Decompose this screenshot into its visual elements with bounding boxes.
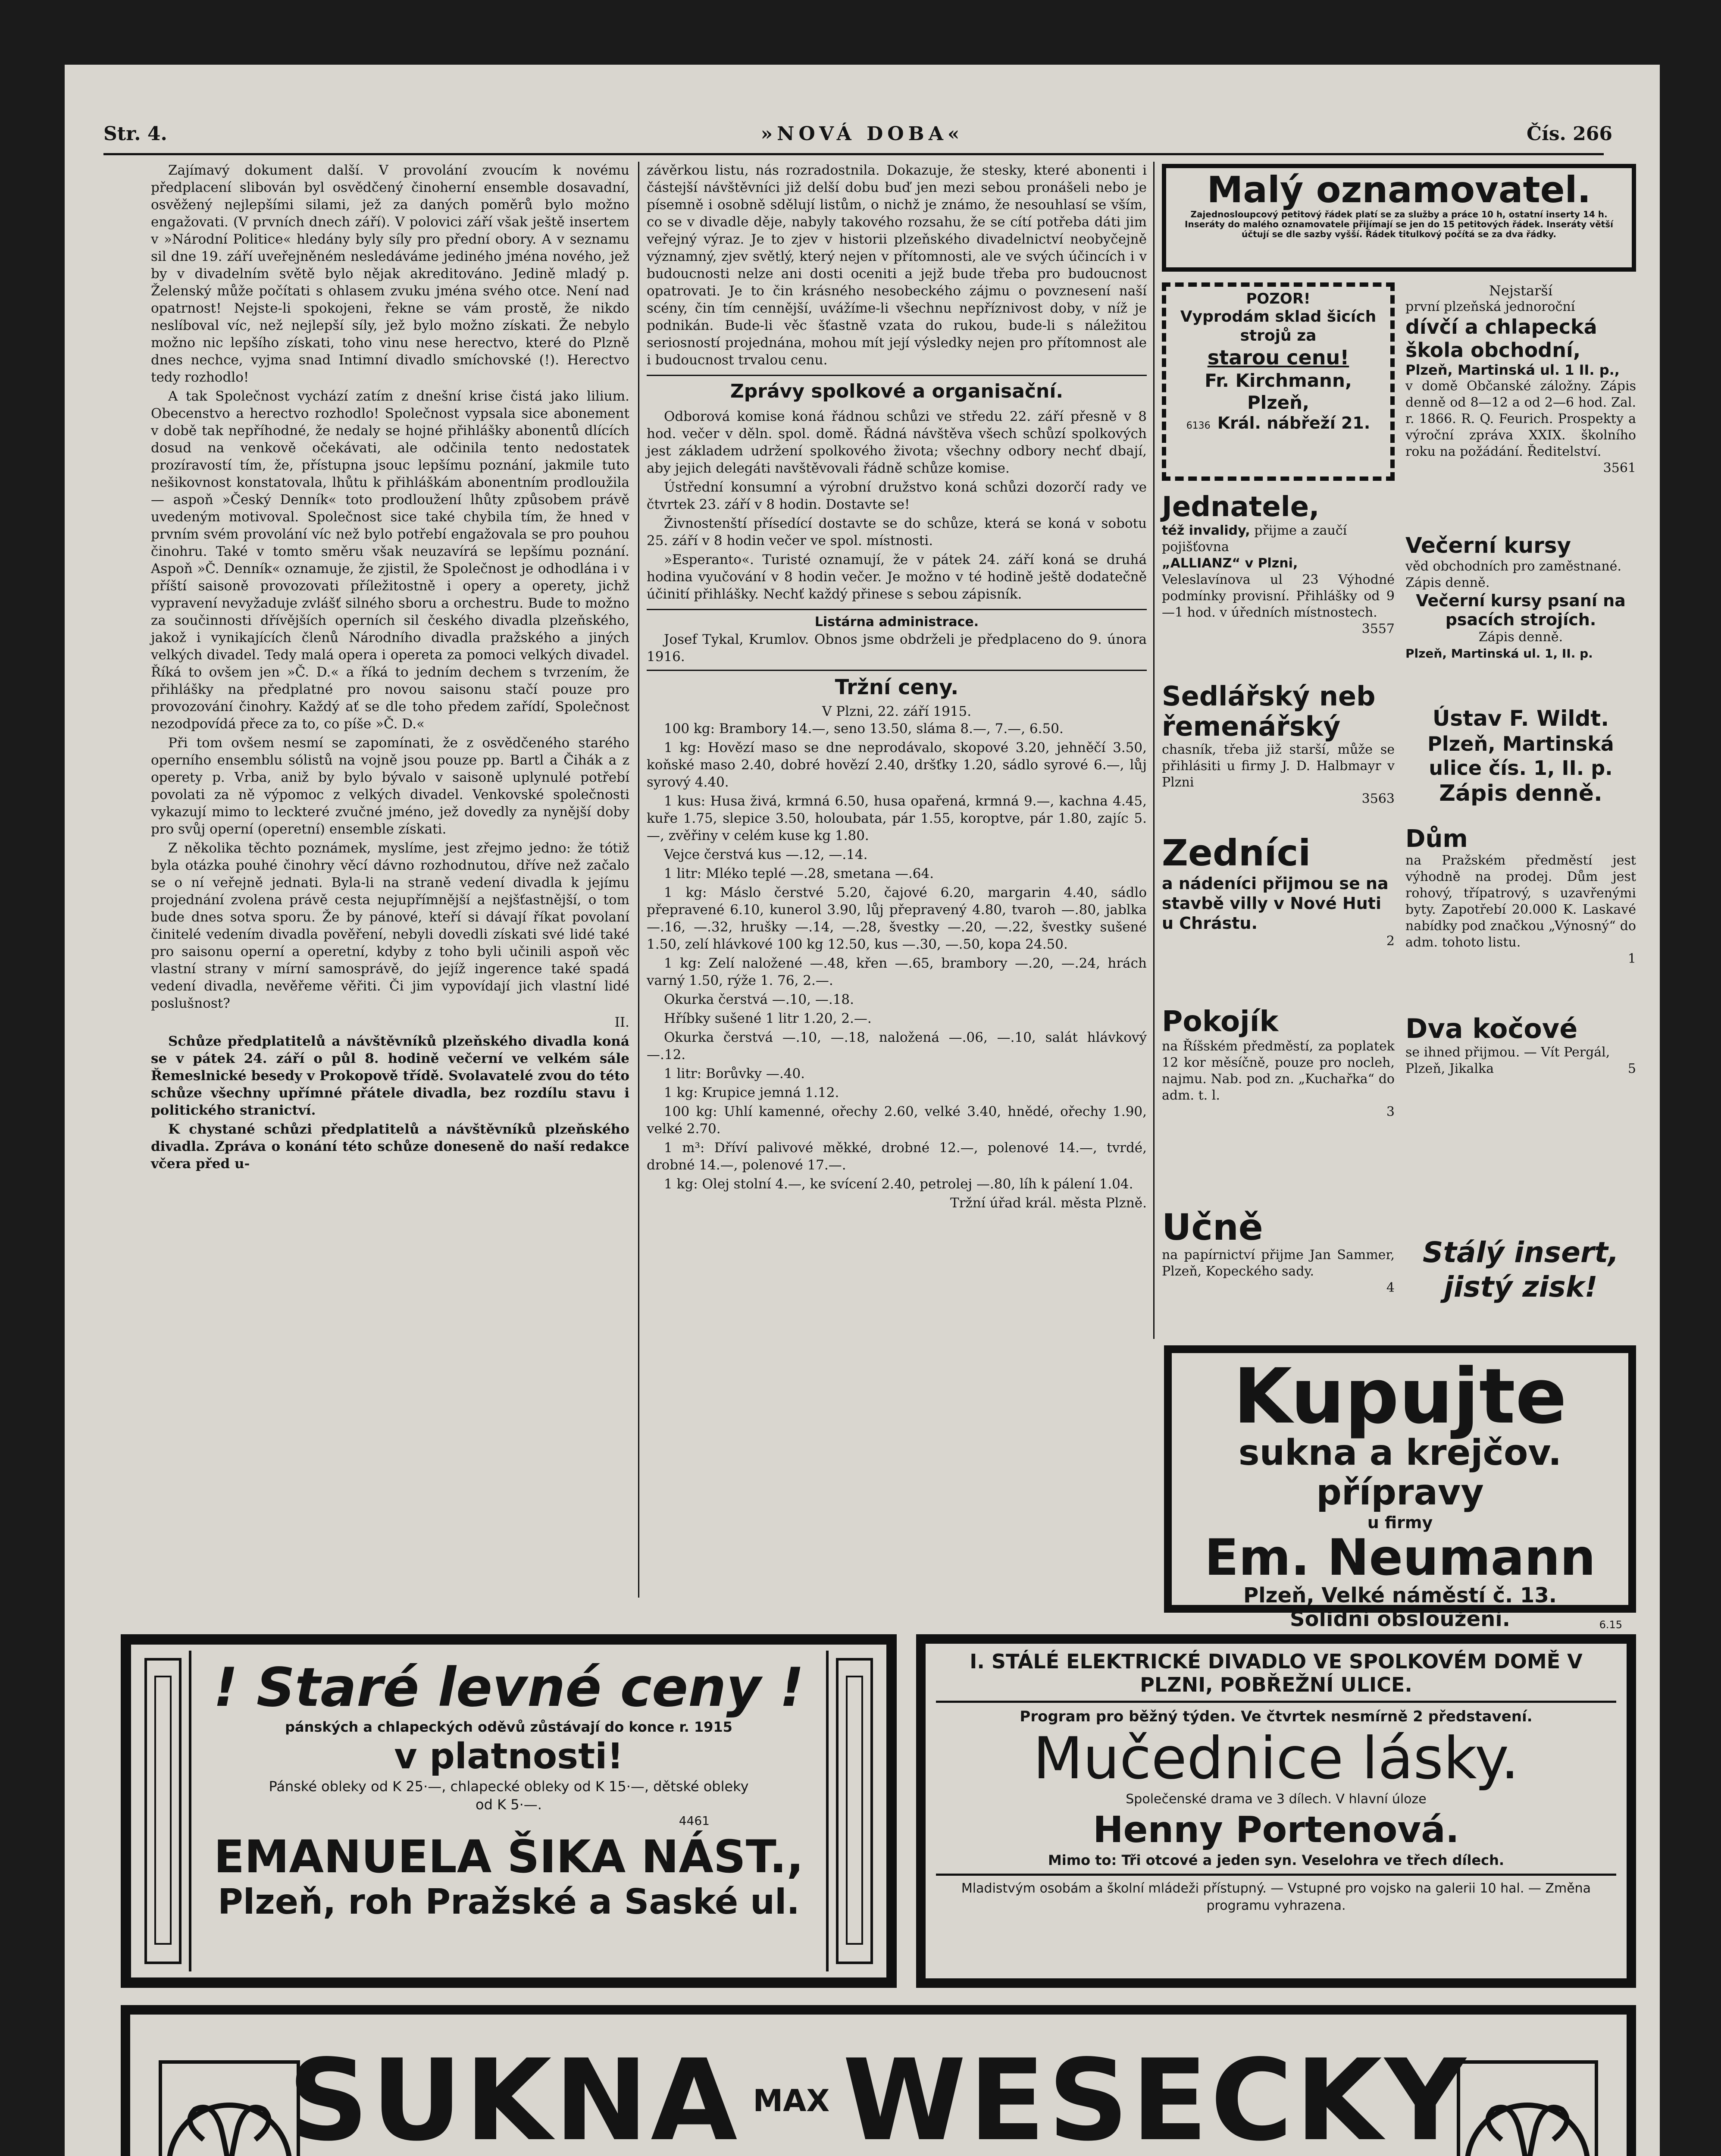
ad-line: Henny Portenová. [1093,1808,1459,1851]
ad-line: Fr. Kirchmann, [1205,370,1352,391]
classifieds-header-box [1162,164,1636,272]
ad-line: Učně [1162,1206,1263,1248]
ad-line: Ústav F. Wildt. [1432,706,1609,731]
ad-line: Večerní kursy psaní na psacích strojích. [1416,591,1626,629]
ad-line: Program pro běžný týden. Ve čtvrtek nesmírně 2 představení. [1020,1708,1533,1725]
ad-line: přijme a zaučí pojišťovna [1162,523,1347,555]
club-notice: Ústřední konsumní a výrobní družstvo koná schůzi dozorčí rady ve čtvrtek 23. září v 8 hodin. Dostavte se! [647,479,1147,512]
ad-code: 1 [1627,951,1636,966]
market-line: 1 kg: Zelí naložené —.48, křen —.65, brambory —.20, —.24, hrách varný 1.50, rýže 1. 76, 2.—. [647,956,1147,988]
ad-code: 6.15 [1599,1619,1622,1631]
market-line: Hříbky sušené 1 litr 1.20, 2.—. [664,1011,872,1026]
sika-content [196,1658,822,1922]
ad-line: první plzeňská jednoroční [1405,299,1575,314]
ad-line: jistý zisk! [1444,1270,1598,1304]
ad-line: Em. Neumann [1204,1529,1596,1587]
ad-line: Plzeň, roh Pražské a Saské ul. [218,1882,800,1922]
market-line: 1 litr: Mléko teplé —.28, smetana —.64. [664,866,934,881]
ad-code: 3557 [1361,621,1395,636]
ad-line: u firmy [1367,1513,1433,1532]
article-paragraph: Z několika těchto poznámek, myslíme, jest zřejmo jedno: že tótiž byla otázka pouhé činohry věcí dávno rozhodnutou, dříve než začalo se o ní veřejně jednati. Byla-li na straně vedení divadla k jejímu projednání zvolena právě cesta nejupřímnější a nejšťastnější, o tom bude dnes sotva sporu. Že by pánové, kteří si dávají říkat povolaní činitelé vedením divadla pověření, nebyli dovedli získati své lidé také pro saisonu operní a operetní, kdyby z toho byli učinili aspoň věc vlastní strany v mírní samosprávě, do jejíž ingerence také spadá vedení divadla, nevěřeme věřiti. Či jim vypovídají jich vlastní lidé poslušnost? [151,840,629,1011]
ad-line: chasník, třeba již starší, může se přihlásiti u firmy J. D. Halbmayr v Plzni [1162,742,1395,790]
ad-code: 4 [1386,1280,1395,1295]
ad-line: Plzeň, Velké náměstí č. 13. [1243,1583,1557,1608]
ad-line: POZOR! [1246,290,1311,307]
ad-line: věd obchodních pro zaměstnané. Zápis denně. [1405,559,1621,590]
ad-line: Stálý insert, [1422,1236,1619,1269]
ornament-border-right [826,1651,880,1971]
ad-line: WESECKY [842,2036,1469,2156]
ad-wesecky [121,2005,1636,2156]
issue-number: Čís. 266 [1527,123,1612,145]
ad-code: 6136 [1186,420,1211,431]
ad-line: Jednatele, [1162,491,1320,523]
ad-code: 2 [1386,934,1395,949]
page-number: Str. 4. [103,123,167,145]
ad-line: Dům [1405,825,1468,853]
market-line: Okurka čerstvá —.10, —.18. [664,992,854,1007]
column-1 [151,162,629,1598]
market-line: 1 kg: Hovězí maso se dne neprodávalo, skopové 3.20, jehněčí 3.50, koňské maso 2.40, dobré hovězí 2.40, dršťky 1.20, sádlo syrové 6.—, lůj syrový 4.40. [647,740,1147,790]
ad-line: Společenské drama ve 3 dílech. V hlavní úloze [1126,1792,1427,1807]
article-signature: II. [614,1015,629,1030]
ad-line: též invalidy, [1162,523,1250,538]
ad-code: 5 [1627,1061,1636,1076]
market-title: Tržní ceny. [647,670,1147,701]
market-line: Vejce čerstvá kus —.12, —.14. [664,847,868,862]
ad-line: na papírnictví přijme Jan Sammer, Plzeň, Kopeckého sady. [1162,1247,1395,1279]
ad-line: Sedlářský neb řemenářský [1162,680,1376,742]
header-rule [103,153,1604,155]
club-notice: »Esperanto«. Turisté oznamují, že v pátek 24. září koná se druhá hodina vyučování v 8 hodin večer. Je možno v té hodině ještě dodatečně účinití přihlášky. Nechť každý přinese s sebou zápisník. [647,552,1147,602]
ad-code: 4461 [679,1814,710,1828]
ad-line: Pokojík [1162,1005,1279,1038]
ad-line: se ihned přijmou. — Vít Pergál, Plzeň, Jikalka [1405,1045,1610,1076]
market-line: Okurka čerstvá —.10, —.18, naložená —.06, —.10, salát hlávkový —.12. [647,1030,1147,1062]
ad-line: SUKNA [288,2036,740,2156]
notice-paragraph: K chystané schůzi předplatitelů a návštěvníků plzeňského divadla. Zpráva o konání této schůze doneseně do naší redakce včera před u- [151,1122,629,1172]
market-line: 1 kg: Olej stolní 4.—, ke svícení 2.40, petrolej —.80, líh k pálení 1.04. [664,1176,1133,1192]
ad-code: 3563 [1361,791,1395,806]
ad-line: Nejstarší [1489,282,1553,299]
ad-wildt [1405,705,1636,817]
ad-line: „ALLIANZ“ v Plzni, [1162,556,1298,571]
ad-code: 3561 [1603,461,1636,476]
ornament-left [152,2053,307,2156]
ad-line: v domě Občanské záložny. Zápis denně od 8—12 a od 2—6 hod. Zal. r. 1866. R. Q. Feurich. Prospekty a výroční zpráva XXIX. školního roku na požádání. Ředitelství. [1405,379,1636,459]
ad-line: Král. nábřeží 21. [1217,414,1371,432]
ad-line: Veleslavínova ul 23 Výhodné podmínky provisní. Přihlášky od 9—1 hod. v úředních místnostech. [1162,572,1395,620]
ad-masons [1162,832,1395,996]
column-divider [638,162,639,1598]
ad-house [1405,826,1636,1007]
ad-saddler [1162,681,1395,824]
ad-line: na Říšském předměstí, za poplatek 12 kor měsíčně, pouze pro nocleh, najmu. Nab. pod zn. „Kuchařka“ do adm. t. l. [1162,1039,1395,1103]
ad-line: Solidní obsloužení. [1289,1607,1510,1631]
column-divider [1153,162,1155,1339]
article-paragraph: Zajímavý dokument další. V provolání zvoucím k novému předplacení slibován byl osvědčený činoherní ensemble dosavadní, osvěžený nejlepšími silami, jež za daných poměrů bylo možno engažovati. (V prvních dnech září). V polovici září však ještě insertem v »Národní Politice« hledány byly síly pro přední obory. A v seznamu sil dne 19. září uveřejněném nesledáváme jediného jména nového, jež by v divadelním světě bylo nějak akreditováno. Jedině mladý p. Želenský může počítati s ohlasem zvuku jména svého otce. Není nad opatrnost! Nejste-li spokojeni, řekne se vám prostě, že nikdo neslíboval víc, než nejlepší síly, jež bylo možno získati. Že nebylo možno nic lepšího získati, toho vinu nese herectvo, které do Plzně dnes nechce, vyjma snad Intimní divadlo smíchovské (!). Herectvo tedy rozhodlo! [151,163,629,385]
article-paragraph: Při tom ovšem nesmí se zapomínati, že z osvědčeného starého operního ensemblu sólistů na vojně jsou pouze pp. Bartl a Čihák a z operety p. Vrba, aniž by bylo bývalo v saisoně uplynulé potřebí povolati za ně výpomoc z velkých divadel. Venkovské společnosti vykazují mimo to leckteré zvučné jméno, jež dovedly za nynější doby pro svůj operní (operetní) ensemble získati. [151,735,629,837]
ad-school [1405,282,1636,524]
ad-line: dívčí a chlapecká škola obchodní, [1405,315,1597,362]
column-2 [647,162,1147,1598]
ad-line: Plzeň, Martinská ulice čís. 1, II. p. [1427,732,1614,780]
ad-room [1162,1005,1395,1199]
ad-apprentices [1162,1207,1395,1332]
ad-line: Plzeň, Martinská ul. 1, II. p. [1405,646,1593,661]
market-line: 1 kg: Máslo čerstvé 5.20, čajové 6.20, margarin 4.40, sádlo přepravené 6.10, kunerol 3.90, lůj přepravený 4.80, tvaroh —.80, jablka —.16, —.32, hrušky —.14, —.28, švestky —.20, —.22, švestky sušené 1.50, zelí hlávkové 100 kg 12.50, kus —.30, —.50, kopa 24.50. [647,885,1147,952]
market-line: 100 kg: Brambory 14.—, seno 13.50, sláma 8.—, 7.—, 6.50. [664,721,1064,736]
ad-neumann [1164,1345,1636,1631]
wesecky-content [288,2036,1469,2156]
section-title: Zprávy spolkové a organisační. [647,375,1147,404]
article-paragraph: A tak Společnost vychází zatím z dnešní krise čistá jako lilium. Obecenstvo a herectvo rozhodlo! Společnost vypsala sice abonement v době tak nepříhodné, že nedaly se hojné přihlášky abonentů dlících dosud na venkově očekávati, ale odčinila tento nedostatek prozíravostí tím, že, přístupna jsouc lepšímu poznání, jakmile tuto nešikovnost konstatovala, lhůtu k přihláškám abonentním prodloužila — aspoň »Český Denník« toto prodloužení lhůty způsobem právě uvedeným motivoval. Společnost sice také chybila tím, že hned v prvním svém provolání víc než bylo potřebí engažovala se pro pouhou činohru. Také v tomto směru však neuzavírá se lepšímu poznání. Aspoň »Č. Denník« oznamuje, že zjistil, že Společnost je odhodlána i v příští saisoně provozovati příležitostně i opery a operety, jichž vypravení nevyžaduje zvlášť silného sboru a orchestru. Bude to možno za součinnosti dřívějších operních sil českého divadla plzeňského, jakož i vynikajících členů Národního divadla pražského a jiných velkých divadel. Tedy malá opera i opereta za pomoci velkých divadel. Říká to ovšem jen »Č. D.« a říká to jedním dechem s tvrzením, že přihlášky na předplatné pro novou saisonu stačí pouze pro provozování činohry. Každý ať se dle toho předem zařídí, Společnost nezodpovídá přece za to, co píše »Č. D.« [151,389,629,732]
ornament-right [1450,2053,1605,2156]
ad-line: Vyprodám sklad šicích strojů za [1180,308,1377,345]
notice-paragraph: Schůze předplatitelů a návštěvníků plzeňského divadla koná se v pátek 24. září o půl 8. hodině večerní ve velkém sále Řemeslnické besedy v Prokopově třídě. Svolavatelé zvou do této schůze všechny upřímné přátele divadla, bez rozdílu stavu i politického stranictví. [151,1034,629,1118]
ad-line: Plzeň, [1247,392,1309,413]
ad-line: Dva kočové [1405,1013,1578,1044]
market-line: 1 m³: Dříví palivové měkké, drobné 12.—, polenové 14.—, tvrdé, drobné 14.—, polenové 17.—. [647,1140,1147,1173]
ad-kirchmann [1162,282,1395,481]
ad-line: EMANUELA ŠIKA NÁST., [214,1830,804,1883]
ad-evening-courses [1405,533,1636,696]
listarna-title: Listárna administrace. [647,609,1147,631]
market-signature: Tržní úřad král. města Plzně. [950,1195,1147,1211]
ram-head-icon [156,2058,303,2156]
ad-allianz [1162,492,1395,673]
ad-line: Plzeň, Martinská ul. 1 II. p., [1405,362,1620,378]
ad-line: na Pražském předměstí jest výhodně na prodej. Dům jest rohový, třípatrový, s uzavřenými byty. Zapotřebí 20.000 K. Laskavé nabídky pod značkou „Výnosný“ do adm. tohoto listu. [1405,853,1636,950]
classifieds-info: Zajednosloupcový petitový řádek platí se za služby a práce 10 h, ostatní inserty 14 h. Inseráty do malého oznamovatele přijímají se jen do 15 petitových řádek. Inseráty větší účtují se dle sazby vyšší. Řádek titulkový počítá se za dva řádky. [1185,209,1613,239]
ad-insert [1405,1235,1636,1326]
ram-head-icon [1454,2058,1601,2156]
market-date: V Plzni, 22. září 1915. [822,704,972,719]
club-notice: Živnostenští přísedící dostavte se do schůze, která se koná v sobotu 25. září v 8 hodin večer ve spol. místnosti. [647,516,1147,548]
ad-line: Pánské obleky od K 25·—, chlapecké obleky od K 15·—, dětské obleky od K 5·—. [269,1778,749,1813]
ad-line: v platnosti! [394,1736,623,1777]
ad-line: ! Staré levné ceny ! [213,1657,804,1719]
ad-line: Mučednice lásky. [1033,1725,1519,1792]
masthead-title: »NOVÁ DOBA« [760,123,964,145]
ad-line: Kupujte [1233,1352,1567,1441]
newspaper-page [65,65,1660,2156]
ad-line: pánských a chlapeckých oděvů zůstávají do konce r. 1915 [285,1719,732,1735]
ad-line: Zedníci [1162,832,1311,874]
ad-line: a nádeníci přijmou se na stavbě villy v Nové Huti u Chrástu. [1162,874,1389,933]
ornament-icon [829,1651,880,1971]
ad-line: I. STÁLÉ ELEKTRICKÉ DIVADLO VE SPOLKOVÉM DOMĚ V PLZNI, POBŘEŽNÍ ULICE. [970,1650,1583,1696]
ad-line: MAX [753,2083,830,2118]
ornament-border-left [137,1651,191,1971]
ad-line: Mimo to: Tři otcové a jeden syn. Veselohra ve třech dílech. [1048,1852,1505,1868]
article-paragraph: závěrkou listu, nás rozradostnila. Dokazuje, že stesky, které abonenti i částejší návštěvníci již delší dobu buď jen mezi sebou pronášeli nebo je písemně i osobně sdělují listům, o nichž je známo, že nesouhlasí se vším, co se v divadle děje, nabyly takového rozsahu, že se cítí potřeba dáti jim veřejný výraz. Je to zjev v historii plzeňského divadelnictví neobyčejně významný, zjev světlý, který nejen v přítomnosti, ale ve svých účincích i v budoucnosti nelze ani dosti oceniti a jejž bude třeba pro budoucnost opatrovati. Je to čin krásného nesobeckého zájmu o povznesení naší scény, čin tím cennější, uvážíme-li všechnu nepříznivost doby, v níž je podnikán. Bude-li věc šťastně vzata do rukou, bude-li s náležitou seriosností projednána, mohou mít její výsledky nejen pro přítomnost ale i budoucnost trvalou cenu. [647,163,1147,368]
ad-code: 3 [1386,1104,1395,1119]
club-notice: Odborová komise koná řádnou schůzi ve středu 22. září přesně v 8 hod. večer v děln. spol. domě. Řádná návštěva všech schůzí spolkových jest základem udržení spolkového života; všechny odbory nechť dbají, aby jejich delegáti navštěvovali řádně schůze komise. [647,409,1147,476]
classifieds-title: Malý oznamovatel. [1207,169,1591,211]
ad-sika [121,1634,897,1988]
ad-line: starou cenu! [1207,346,1349,369]
market-line: 1 kus: Husa živá, krmná 6.50, husa opařená, krmná 9.—, kachna 4.45, kuře 1.75, slepice 3.50, holoubata, pár 1.55, koroptve, pár 1.80, zajíc 5.—, zvěřiny v celém kuse kg 1.80. [647,793,1147,843]
ad-line: Večerní kursy [1405,533,1571,558]
ornament-icon [137,1651,189,1971]
ad-line: Mladistvým osobám a školní mládeži přístupný. — Vstupné pro vojsko na galerii 10 hal. — Změna programu vyhrazena. [961,1881,1591,1913]
ad-line: Zápis denně. [1478,630,1563,645]
ad-cinema [916,1634,1636,1988]
market-line: 1 litr: Borůvky —.40. [664,1066,805,1081]
listarna-text: Josef Tykal, Krumlov. Obnos jsme obdrželi je předplaceno do 9. února 1916. [647,632,1147,664]
ad-line: přípravy [1316,1472,1484,1513]
ad-line: sukna a krejčov. [1238,1432,1562,1473]
ad-line: Zápis denně. [1439,780,1602,806]
market-line: 1 kg: Krupice jemná 1.12. [664,1085,839,1100]
ad-coachmen [1405,1013,1636,1104]
market-line: 100 kg: Uhlí kamenné, ořechy 2.60, velké 3.40, hnědé, ořechy 1.90, velké 2.70. [647,1104,1147,1137]
